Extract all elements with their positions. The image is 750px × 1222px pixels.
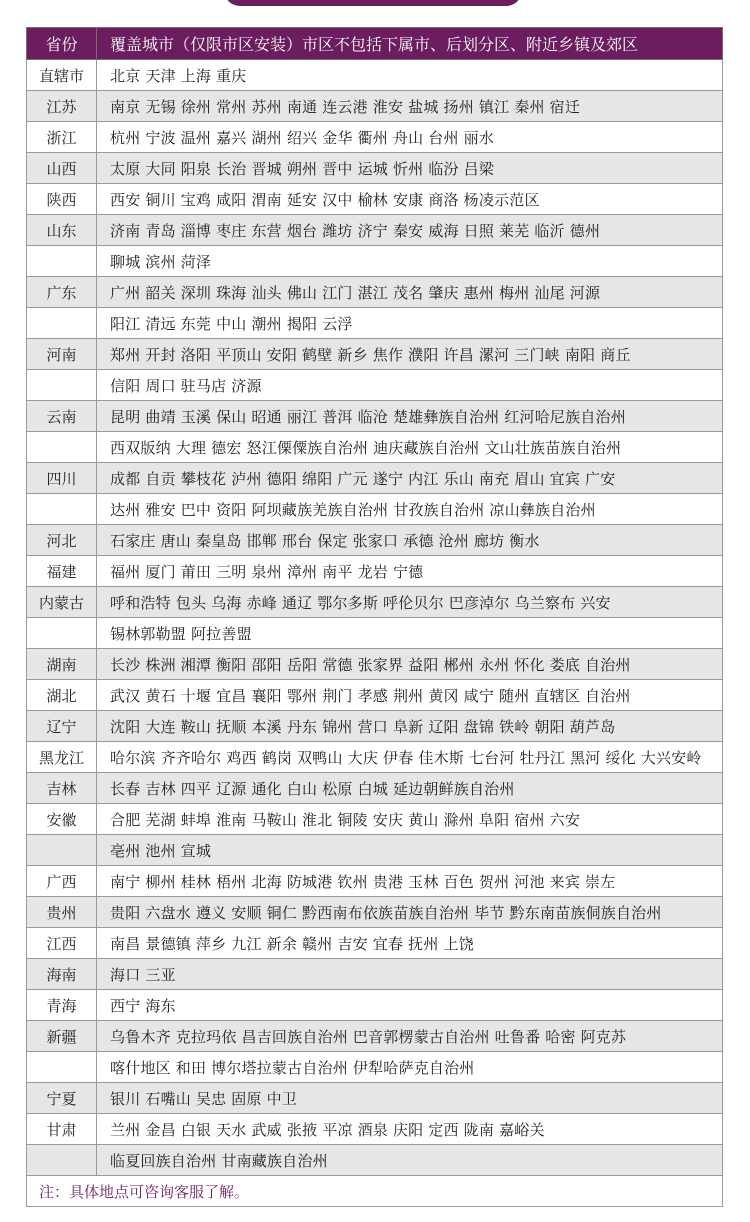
province-cell: 直辖市 <box>27 60 97 91</box>
cities-cell: 西宁 海东 <box>97 990 723 1021</box>
table-row <box>27 649 723 680</box>
province-cell <box>27 494 97 525</box>
province-cell <box>27 835 97 866</box>
cities-cell: 成都 自贡 攀枝花 泸州 德阳 绵阳 广元 遂宁 内江 乐山 南充 眉山 宜宾 广安 <box>97 463 723 494</box>
table-row <box>27 184 723 215</box>
province-cell: 广东 <box>27 277 97 308</box>
province-cell: 青海 <box>27 990 97 1021</box>
cities-cell: 广州 韶关 深圳 珠海 汕头 佛山 江门 湛江 茂名 肇庆 惠州 梅州 汕尾 河源 <box>97 277 723 308</box>
cities-cell: 阳江 清远 东莞 中山 潮州 揭阳 云浮 <box>97 308 723 339</box>
table-header-row <box>27 28 723 60</box>
cities-cell: 贵阳 六盘水 遵义 安顺 铜仁 黔西南布依族苗族自治州 毕节 黔东南苗族侗族自治州 <box>97 897 723 928</box>
table-row <box>27 959 723 990</box>
table-row <box>27 277 723 308</box>
cities-cell: 南宁 柳州 桂林 梧州 北海 防城港 钦州 贵港 玉林 百色 贺州 河池 来宾 崇左 <box>97 866 723 897</box>
province-cell: 新疆 <box>27 1021 97 1052</box>
province-cell: 内蒙古 <box>27 587 97 618</box>
cities-cell: 太原 大同 阳泉 长治 晋城 朔州 晋中 运城 忻州 临汾 吕梁 <box>97 153 723 184</box>
table-row <box>27 215 723 246</box>
table-row <box>27 680 723 711</box>
cities-cell: 哈尔滨 齐齐哈尔 鸡西 鹤岗 双鸭山 大庆 伊春 佳木斯 七台河 牡丹江 黑河 绥化 大兴安岭 <box>97 742 723 773</box>
cities-cell: 西安 铜川 宝鸡 咸阳 渭南 延安 汉中 榆林 安康 商洛 杨凌示范区 <box>97 184 723 215</box>
province-cell: 贵州 <box>27 897 97 928</box>
cities-cell: 武汉 黄石 十堰 宜昌 襄阳 鄂州 荆门 孝感 荆州 黄冈 咸宁 随州 直辖区 自治州 <box>97 680 723 711</box>
table-row <box>27 432 723 463</box>
table-row <box>27 556 723 587</box>
table-row <box>27 587 723 618</box>
cities-cell: 西双版纳 大理 德宏 怒江傈僳族自治州 迪庆藏族自治州 文山壮族苗族自治州 <box>97 432 723 463</box>
table-row <box>27 711 723 742</box>
cities-cell: 银川 石嘴山 吴忠 固原 中卫 <box>97 1083 723 1114</box>
cities-cell: 南京 无锡 徐州 常州 苏州 南通 连云港 淮安 盐城 扬州 镇江 秦州 宿迁 <box>97 91 723 122</box>
table-row <box>27 866 723 897</box>
province-cell: 海南 <box>27 959 97 990</box>
cities-cell: 南昌 景德镇 萍乡 九江 新余 赣州 吉安 宜春 抚州 上饶 <box>97 928 723 959</box>
table-row <box>27 370 723 401</box>
cities-cell: 海口 三亚 <box>97 959 723 990</box>
table-row <box>27 804 723 835</box>
cities-cell: 石家庄 唐山 秦皇岛 邯郸 邢台 保定 张家口 承德 沧州 廊坊 衡水 <box>97 525 723 556</box>
cities-cell: 锡林郭勒盟 阿拉善盟 <box>97 618 723 649</box>
province-cell <box>27 1052 97 1083</box>
table-row <box>27 122 723 153</box>
province-cell <box>27 1145 97 1176</box>
cities-cell: 达州 雅安 巴中 资阳 阿坝藏族羌族自治州 甘孜族自治州 凉山彝族自治州 <box>97 494 723 525</box>
table-row <box>27 897 723 928</box>
province-cell <box>27 246 97 277</box>
table-row <box>27 1021 723 1052</box>
province-cell: 吉林 <box>27 773 97 804</box>
table-row <box>27 618 723 649</box>
province-cell: 陕西 <box>27 184 97 215</box>
table-row <box>27 463 723 494</box>
province-cell: 江西 <box>27 928 97 959</box>
cities-cell: 福州 厦门 莆田 三明 泉州 漳州 南平 龙岩 宁德 <box>97 556 723 587</box>
cities-cell: 合肥 芜湖 蚌埠 淮南 马鞍山 淮北 铜陵 安庆 黄山 滁州 阜阳 宿州 六安 <box>97 804 723 835</box>
table-row <box>27 1145 723 1176</box>
cities-cell: 郑州 开封 洛阳 平顶山 安阳 鹤壁 新乡 焦作 濮阳 许昌 漯河 三门峡 南阳 商丘 <box>97 339 723 370</box>
table-row <box>27 401 723 432</box>
table-row <box>27 1052 723 1083</box>
coverage-table <box>26 27 723 1207</box>
table-row <box>27 742 723 773</box>
cities-cell: 兰州 金昌 白银 天水 武威 张掖 平凉 酒泉 庆阳 定西 陇南 嘉峪关 <box>97 1114 723 1145</box>
cities-cell: 北京 天津 上海 重庆 <box>97 60 723 91</box>
cities-cell: 昆明 曲靖 玉溪 保山 昭通 丽江 普洱 临沧 楚雄彝族自治州 红河哈尼族自治州 <box>97 401 723 432</box>
province-cell: 山西 <box>27 153 97 184</box>
cities-cell: 亳州 池州 宣城 <box>97 835 723 866</box>
cities-cell: 乌鲁木齐 克拉玛依 昌吉回族自治州 巴音郭楞蒙古自治州 吐鲁番 哈密 阿克苏 <box>97 1021 723 1052</box>
header-cities: 覆盖城市（仅限市区安装）市区不包括下属市、后划分区、附近乡镇及郊区 <box>97 28 723 60</box>
table-row <box>27 308 723 339</box>
cities-cell: 信阳 周口 驻马店 济源 <box>97 370 723 401</box>
cities-cell: 呼和浩特 包头 乌海 赤峰 通辽 鄂尔多斯 呼伦贝尔 巴彦淖尔 乌兰察布 兴安 <box>97 587 723 618</box>
province-cell: 安徽 <box>27 804 97 835</box>
header-province: 省份 <box>27 28 97 60</box>
province-cell: 河南 <box>27 339 97 370</box>
cities-cell: 长沙 株洲 湘潭 衡阳 邵阳 岳阳 常德 张家界 益阳 郴州 永州 怀化 娄底 自治州 <box>97 649 723 680</box>
province-cell: 甘肃 <box>27 1114 97 1145</box>
note-text: 注：具体地点可咨询客服了解。 <box>27 1176 723 1207</box>
table-row <box>27 835 723 866</box>
table-row <box>27 1083 723 1114</box>
table-row <box>27 246 723 277</box>
top-tab-decoration <box>224 0 522 6</box>
table-row <box>27 990 723 1021</box>
province-cell: 湖南 <box>27 649 97 680</box>
province-cell <box>27 308 97 339</box>
cities-cell: 杭州 宁波 温州 嘉兴 湖州 绍兴 金华 衢州 舟山 台州 丽水 <box>97 122 723 153</box>
cities-cell: 沈阳 大连 鞍山 抚顺 本溪 丹东 锦州 营口 阜新 辽阳 盘锦 铁岭 朝阳 葫芦岛 <box>97 711 723 742</box>
table-row <box>27 60 723 91</box>
province-cell: 辽宁 <box>27 711 97 742</box>
note-row <box>27 1176 723 1207</box>
province-cell <box>27 370 97 401</box>
province-cell <box>27 618 97 649</box>
province-cell: 山东 <box>27 215 97 246</box>
province-cell: 湖北 <box>27 680 97 711</box>
province-cell: 四川 <box>27 463 97 494</box>
province-cell: 广西 <box>27 866 97 897</box>
table-row <box>27 494 723 525</box>
cities-cell: 济南 青岛 淄博 枣庄 东营 烟台 潍坊 济宁 秦安 威海 日照 莱芜 临沂 德州 <box>97 215 723 246</box>
province-cell: 云南 <box>27 401 97 432</box>
table-row <box>27 91 723 122</box>
cities-cell: 聊城 滨州 菏泽 <box>97 246 723 277</box>
province-cell: 浙江 <box>27 122 97 153</box>
province-cell: 黑龙江 <box>27 742 97 773</box>
province-cell: 宁夏 <box>27 1083 97 1114</box>
cities-cell: 临夏回族自治州 甘南藏族自治州 <box>97 1145 723 1176</box>
province-cell: 福建 <box>27 556 97 587</box>
table-row <box>27 773 723 804</box>
table-body <box>27 60 723 1207</box>
table-row <box>27 928 723 959</box>
province-cell: 江苏 <box>27 91 97 122</box>
table-row <box>27 153 723 184</box>
table-row <box>27 525 723 556</box>
province-cell: 河北 <box>27 525 97 556</box>
table-row <box>27 1114 723 1145</box>
cities-cell: 喀什地区 和田 博尔塔拉蒙古自治州 伊犁哈萨克自治州 <box>97 1052 723 1083</box>
cities-cell: 长春 吉林 四平 辽源 通化 白山 松原 白城 延边朝鲜族自治州 <box>97 773 723 804</box>
table-row <box>27 339 723 370</box>
province-cell <box>27 432 97 463</box>
